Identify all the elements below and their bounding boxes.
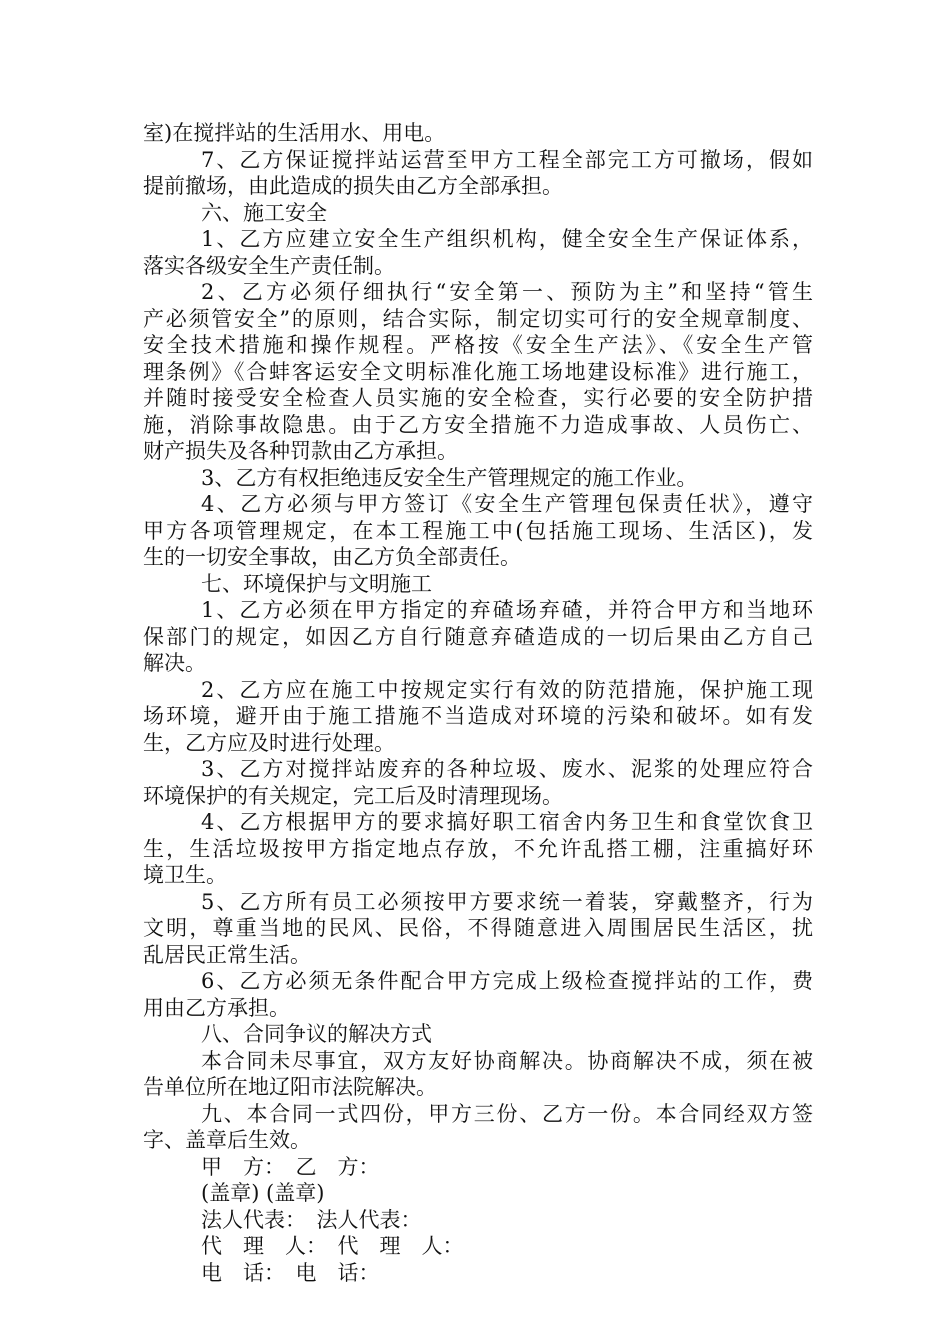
text-line: 7、乙方保证搅拌站运营至甲方工程全部完工方可撤场，假如 bbox=[201, 147, 813, 172]
text-line: 理条例》《合蚌客运安全文明标准化施工场地建设标准》进行施工， bbox=[143, 359, 813, 384]
text-line: 5、乙方所有员工必须按甲方要求统一着装，穿戴整齐，行为 bbox=[201, 889, 813, 914]
text-line: 九、本合同一式四份，甲方三份、乙方一份。本合同经双方签 bbox=[201, 1101, 813, 1126]
text-line: 提前撤场，由此造成的损失由乙方全部承担。 bbox=[143, 174, 563, 198]
document-body bbox=[143, 120, 813, 1286]
text-line: 6、乙方必须无条件配合甲方完成上级检查搅拌站的工作，费 bbox=[201, 969, 813, 993]
text-line: 落实各级安全生产责任制。 bbox=[143, 253, 395, 278]
text-line: 用由乙方承担。 bbox=[143, 995, 290, 1020]
text-line: 室)在搅拌站的生活用水、用电。 bbox=[143, 121, 446, 145]
text-line: 代 理 人： 代 理 人： bbox=[201, 1234, 464, 1258]
text-line: 4、乙方根据甲方的要求搞好职工宿舍内务卫生和食堂饮食卫 bbox=[201, 810, 813, 834]
text-line: (盖章) (盖章) bbox=[201, 1181, 325, 1205]
text-line: 乱居民正常生活。 bbox=[143, 942, 311, 967]
text-line: 1、乙方必须在甲方指定的弃碴场弃碴，并符合甲方和当地环 bbox=[201, 598, 813, 622]
text-line: 4、乙方必须与甲方签订《安全生产管理包保责任状》，遵守 bbox=[201, 492, 813, 516]
text-line: 字、盖章后生效。 bbox=[143, 1128, 311, 1152]
text-line: 本合同未尽事宜，双方友好协商解决。协商解决不成，须在被 bbox=[201, 1048, 813, 1073]
text-line: 保部门的规定，如因乙方自行随意弃碴造成的一切后果由乙方自己 bbox=[143, 624, 813, 649]
text-line: 甲方各项管理规定，在本工程施工中(包括施工现场、生活区)，发 bbox=[143, 518, 813, 543]
text-line: 安全技术措施和操作规程。严格按《安全生产法》、《安全生产管 bbox=[143, 333, 813, 357]
text-line: 六、施工安全 bbox=[201, 200, 327, 225]
text-line: 产必须管安全”的原则，结合实际，制定切实可行的安全规章制度、 bbox=[143, 306, 813, 331]
text-line: 场环境，避开由于施工措施不当造成对环境的污染和破坏。如有发 bbox=[143, 704, 813, 728]
text-line: 财产损失及各种罚款由乙方承担。 bbox=[143, 439, 458, 463]
text-line: 2、乙方必须仔细执行“安全第一、预防为主”和坚持“管生 bbox=[201, 280, 813, 304]
text-line: 生，生活垃圾按甲方指定地点存放，不允许乱搭工棚，注重搞好环 bbox=[143, 836, 813, 861]
text-line: 境卫生。 bbox=[143, 863, 227, 887]
text-line: 七、环境保护与文明施工 bbox=[201, 571, 432, 596]
text-line: 3、乙方有权拒绝违反安全生产管理规定的施工作业。 bbox=[201, 465, 698, 490]
text-line: 环境保护的有关规定，完工后及时清理现场。 bbox=[143, 783, 563, 808]
text-line: 文明，尊重当地的民风、民俗，不得随意进入周围居民生活区，扰 bbox=[143, 916, 813, 940]
text-line: 生，乙方应及时进行处理。 bbox=[143, 730, 395, 755]
text-line: 生的一切安全事故，由乙方负全部责任。 bbox=[143, 545, 521, 569]
text-line: 施，消除事故隐患。由于乙方安全措施不力造成事故、人员伤亡、 bbox=[143, 412, 813, 437]
text-line: 3、乙方对搅拌站废弃的各种垃圾、废水、泥浆的处理应符合 bbox=[201, 757, 813, 781]
text-line: 法人代表： 法人代表： bbox=[201, 1207, 422, 1232]
text-line: 2、乙方应在施工中按规定实行有效的防范措施，保护施工现 bbox=[201, 677, 813, 702]
text-line: 并随时接受安全检查人员实施的安全检查，实行必要的安全防护措 bbox=[143, 386, 813, 410]
text-line: 电 话： 电 话： bbox=[201, 1260, 380, 1285]
text-line: 1、乙方应建立安全生产组织机构，健全安全生产保证体系， bbox=[201, 227, 813, 251]
text-line: 甲 方： 乙 方： bbox=[201, 1154, 380, 1179]
text-line: 告单位所在地辽阳市法院解决。 bbox=[143, 1075, 437, 1099]
text-line: 八、合同争议的解决方式 bbox=[201, 1022, 432, 1046]
text-line: 解决。 bbox=[143, 651, 206, 675]
